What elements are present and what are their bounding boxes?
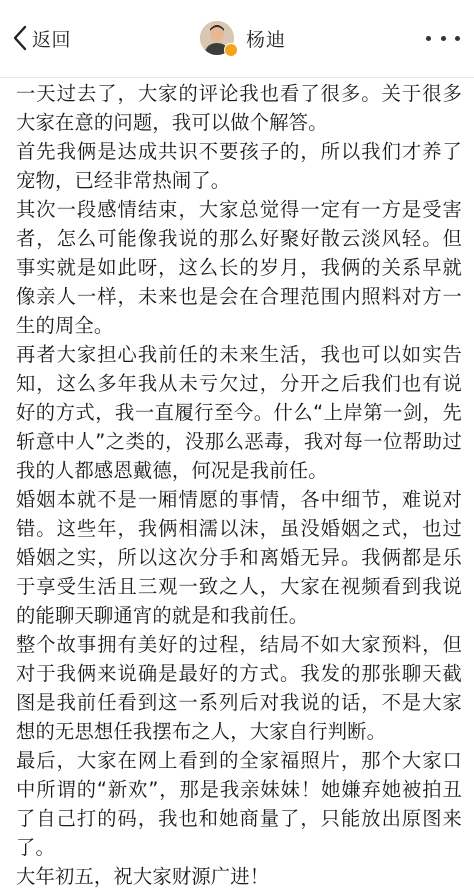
more-dots-icon [455,36,460,41]
post-paragraph: 首先我俩是达成共识不要孩子的，所以我们才养了宠物，已经非常热闹了。 [16,140,462,192]
chevron-left-icon [10,22,30,54]
post-paragraph: 婚姻本就不是一厢情愿的事情，各中细节，难说对错。这些年，我俩相濡以沫，虽没婚姻之式，也过婚姻之实，所以这次分手和离婚无异。我俩都是乐于享受生活且三观一致之人，大家在视频看到我说的能聊天聊通宵的就是和我前任。 [16,488,462,627]
post-content [16,79,462,891]
verified-badge-icon [224,43,238,57]
more-dots-icon [441,36,446,41]
user-header[interactable] [200,18,286,58]
post-paragraph: 一天过去了，大家的评论我也看了很多。关于很多大家在意的问题，我可以做个解答。 [16,82,462,134]
back-label: 返回 [32,28,72,51]
avatar-container[interactable] [200,21,234,55]
more-dots-icon [426,36,431,41]
post-paragraph: 其次一段感情结束，大家总觉得一定有一方是受害者，怎么可能像我说的那么好聚好散云淡风轻。但事实就是如此呀，这么长的岁月，我俩的关系早就像亲人一样，未来也是会在合理范围内照料对方一生的周全。 [16,198,462,337]
post-paragraph: 整个故事拥有美好的过程，结局不如大家预料，但对于我俩来说确是最好的方式。我发的那张聊天截图是我前任看到这一系列后对我说的话，不是大家想的无思想任我摆布之人，大家自行判断。 [16,633,462,743]
post-paragraph: 最后，大家在网上看到的全家福照片，那个大家口中所谓的“新欢”，那是我亲妹妹！她嫌弃她被拍丑了自己打的码，我也和她商量了，只能放出原图来了。 [16,749,462,859]
top-navigation-bar [0,0,474,78]
user-name[interactable]: 杨迪 [246,28,287,51]
post-paragraph: 大年初五，祝大家财源广进！ [16,865,270,888]
back-button[interactable] [10,22,71,54]
post-paragraph: 再者大家担心我前任的未来生活，我也可以如实告知，这么多年我从未亏欠过，分开之后我们也有说好的方式，我一直履行至今。什么“上岸第一剑，先斩意中人”之类的，没那么恶毒，我对每一位帮助过我的人都感恩戴德，何况是我前任。 [16,343,462,482]
more-options-button[interactable] [426,30,460,46]
